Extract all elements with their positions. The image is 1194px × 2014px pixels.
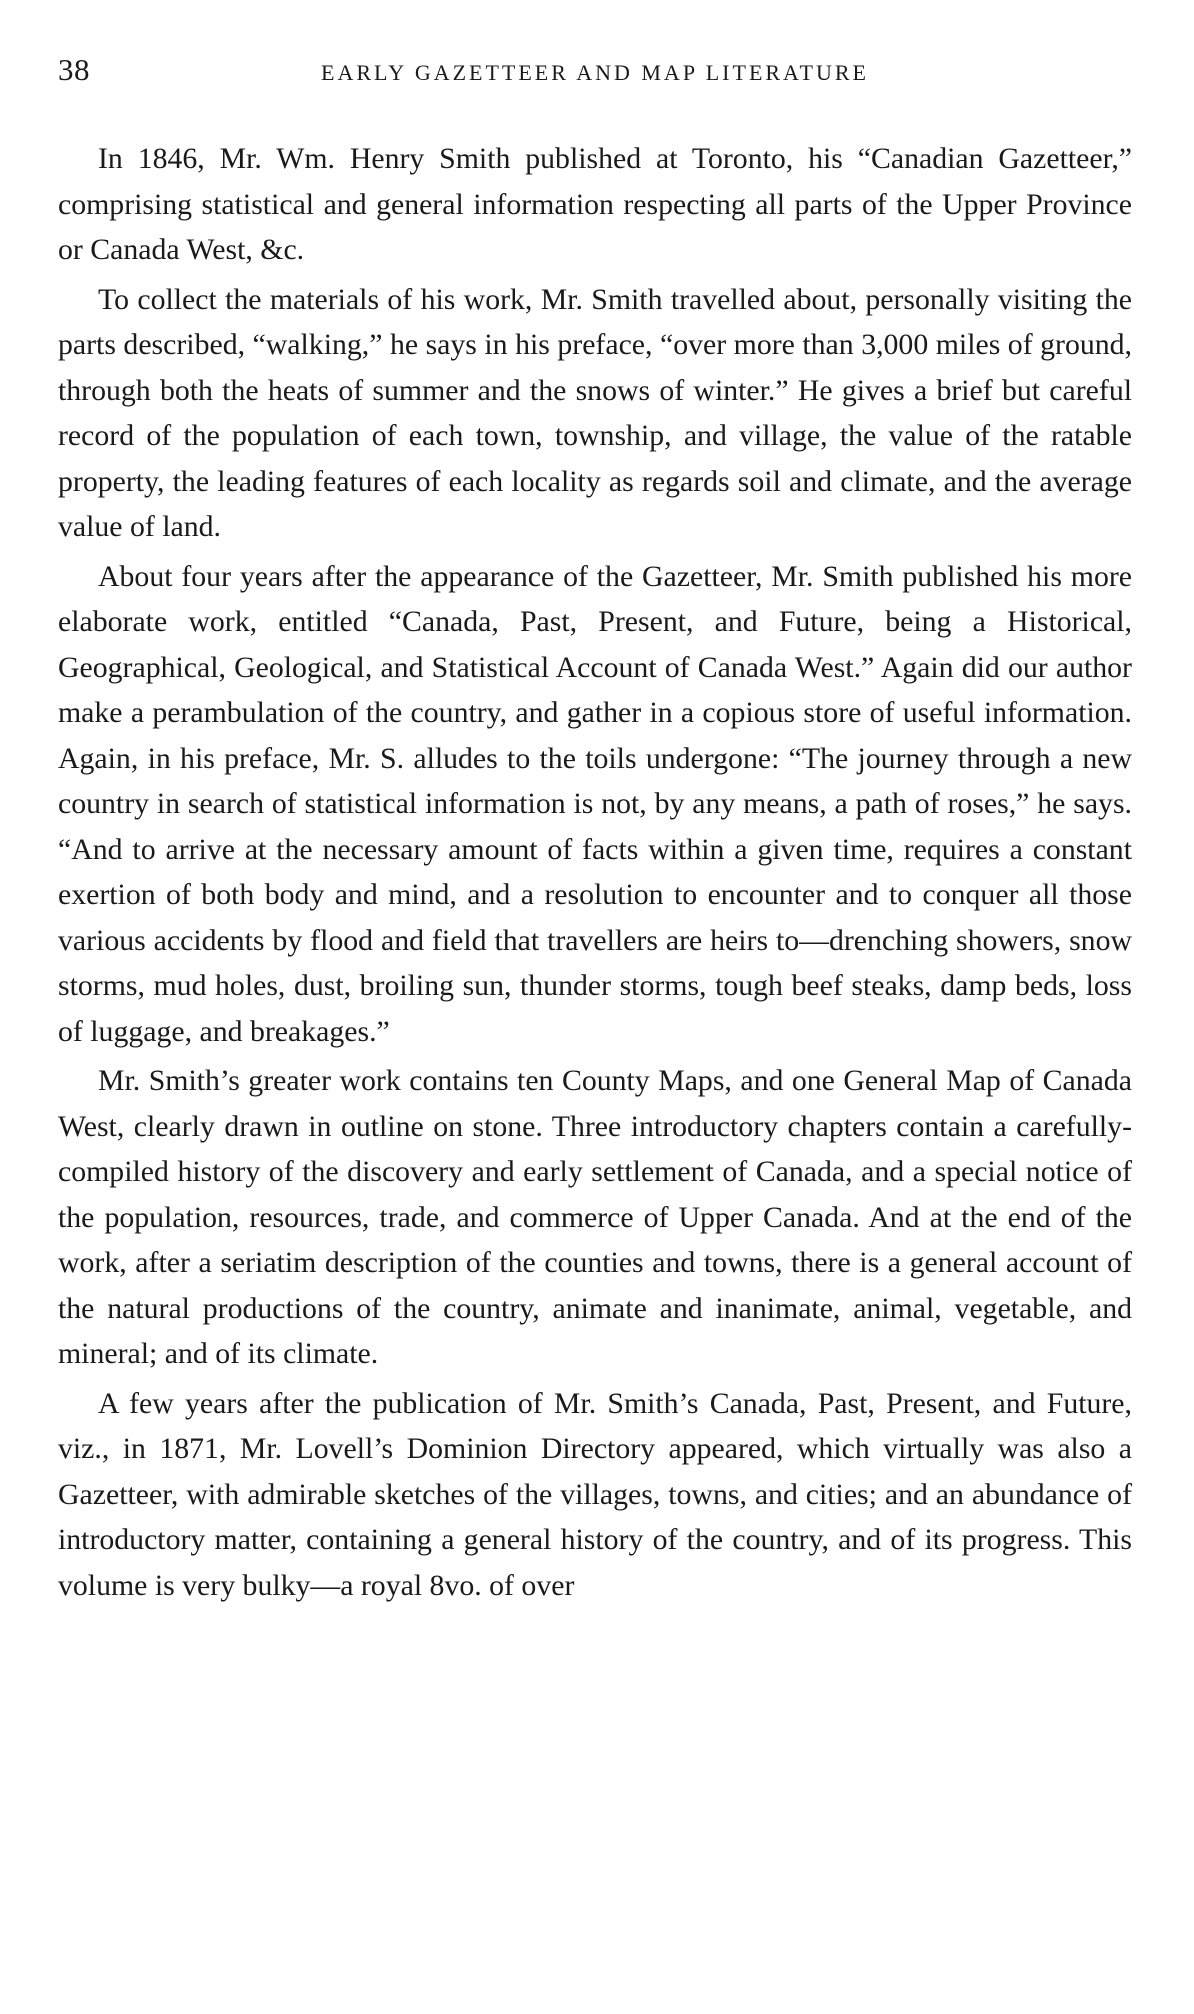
page-number: 38 [58,52,90,87]
paragraph-lovell-directory: A few years after the publication of Mr. Smith’s Canada, Past, Present, and Future, viz., in 1871, Mr. Lovell’s Dominion Directory appeared, which virtually was also a Gazetteer, with admirable sketches of the villages, towns, and cities; and an abundance of introductory matter, containing a general history of the country, and of its progress. This volume is very bulky—a royal 8vo. of over [58,1386,1132,1602]
running-title: EARLY GAZETTEER AND MAP LITERATURE [321,60,869,85]
paragraph-smith-gazetteer: In 1846, Mr. Wm. Henry Smith published at Toronto, his “Canadian Gazetteer,” comprising statistical and general information respecting all parts of the Upper Province or Canada West, &c. [58,142,1132,266]
paragraph-canada-past-present-future: About four years after the appearance of the Gazetteer, Mr. Smith published his more elaborate work, entitled “Canada, Past, Present, and Future, being a Historical, Geographical, Geological, and Statistical Account of Canada West.” Again did our author make a perambulation of the country, and gather in a copious store of useful information. Again, in his preface, Mr. S. alludes to the toils undergone: “The journey through a new country in search of statistical information is not, by any means, a path of roses,” he says. “And to arrive at the necessary amount of facts within a given time, requires a constant exertion of both body and mind, and a resolution to encounter and to conquer all those various accidents by flood and field that travellers are heirs to—drenching showers, snow storms, mud holes, dust, broiling sun, thunder storms, tough beef steaks, damp beds, loss of luggage, and breakages.” [58,559,1132,1048]
paragraph-collecting-materials: To collect the materials of his work, Mr. Smith travelled about, personally visiting the parts described, “walking,” he says in his preface, “over more than 3,000 miles of ground, through both the heats of summer and the snows of winter.” He gives a brief but careful record of the population of each town, township, and village, the value of the ratable property, the leading features of each locality as regards soil and climate, and the average value of land. [58,282,1132,543]
paragraph-county-maps: Mr. Smith’s greater work contains ten County Maps, and one General Map of Canada West, clearly drawn in outline on stone. Three introductory chapters contain a carefully-compiled history of the discovery and early settlement of Canada, and a special notice of the population, resources, trade, and commerce of Upper Canada. And at the end of the work, after a seriatim description of the counties and towns, there is a general account of the natural productions of the country, animate and inanimate, animal, vegetable, and mineral; and of its climate. [58,1064,1132,1370]
body-text [58,136,1132,1608]
running-head [58,52,1132,96]
